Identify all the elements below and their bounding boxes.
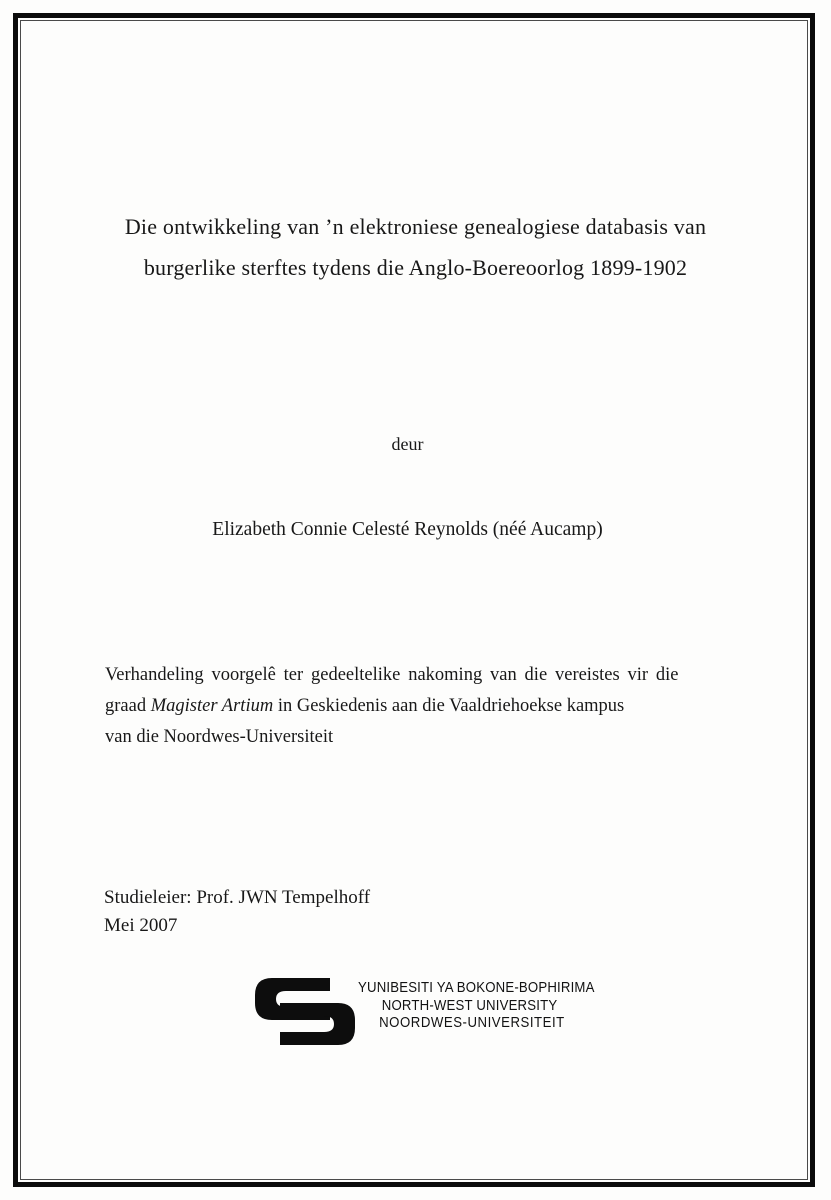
supervisor-block — [104, 884, 370, 939]
logo-text-english: NORTH-WEST UNIVERSITY — [381, 996, 558, 1014]
nwu-wordmark — [358, 979, 595, 1032]
thesis-title-line1: Die ontwikkeling van ’n elektroniese genealogiese databasis van — [124, 214, 707, 239]
degree-statement-line3: van die Noordwes-Universiteit — [105, 727, 334, 747]
logo-text-setswana: YUNIBESITI YA BOKONE-BOPHIRIMA — [358, 979, 595, 996]
degree-statement — [105, 660, 745, 753]
degree-statement-line2-post: in Geskiedenis aan die Vaaldriehoekse kampus — [273, 696, 625, 716]
degree-name-italic: Magister Artium — [150, 696, 274, 716]
author-name: Elizabeth Connie Celesté Reynolds (néé Aucamp) — [212, 519, 603, 540]
thesis-title-line2: burgerlike sterftes tydens die Anglo-Boereoorlog 1899-1902 — [143, 255, 688, 280]
degree-statement-line1: Verhandeling voorgelê ter gedeeltelike nakoming van die vereistes vir die — [105, 665, 679, 685]
degree-statement-line2 — [105, 691, 745, 722]
nwu-chain-links-icon — [255, 978, 355, 1045]
logo-text-afrikaans: NOORDWES-UNIVERSITEIT — [379, 1014, 565, 1031]
degree-statement-line2-pre: graad — [105, 696, 151, 716]
supervisor-line: Studieleier: Prof. JWN Tempelhoff — [104, 887, 371, 908]
thesis-title — [40, 206, 791, 288]
date-line: Mei 2007 — [104, 914, 178, 936]
byline-deur: deur — [391, 434, 424, 454]
